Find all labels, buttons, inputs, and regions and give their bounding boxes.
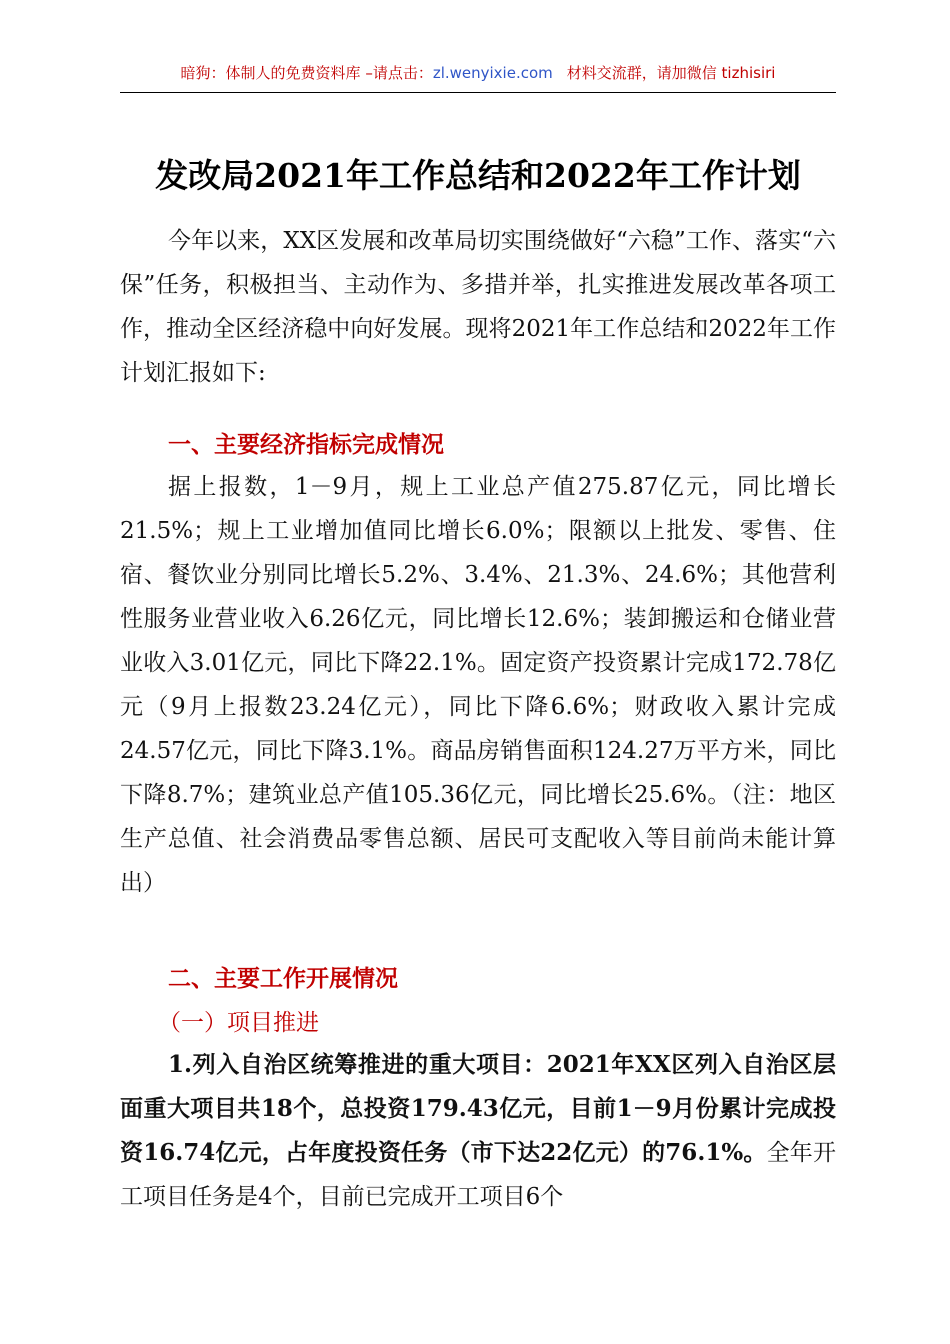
section2-heading: 二、主要工作开展情况 <box>168 966 398 992</box>
page-header <box>120 62 836 83</box>
section1-text: 据上报数，1－9月，规上工业总产值275.87亿元，同比增长21.5%；规上工业增加值同比增长6.0%；限额以上批发、零售、住宿、餐饮业分别同比增长5.2%、3.4%、21.3%、24.6%；其他营利性服务业营业收入6.26亿元，同比增长12.6%；装卸搬运和仓储业营业收入3.01亿元，同比下降22.1%。固定资产投资累计完成172.78亿元（9月上报数23.24亿元），同比下降6.6%；财政收入累计完成24.57亿元，同比下降3.1%。商品房销售面积124.27万平方米，同比下降8.7%；建筑业总产值105.36亿元，同比增长25.6%。（注：地区生产总值、社会消费品零售总额、居民可支配收入等目前尚未能计算出） <box>120 474 836 896</box>
header-click-hint: –请点击： <box>360 64 433 82</box>
item1-rest-text: 全年开工项目任务是4个，目前已完成开工项目6个 <box>120 1140 837 1210</box>
item1-bold-text: 1.列入自治区统筹推进的重大项目：2021年XX区列入自治区层面重大项目共18个，总投资179.43亿元，目前1－9月份累计完成投资16.74亿元，占年度投资任务（市下达22亿元）的76.1%。 <box>120 1051 836 1166</box>
intro-paragraph <box>120 219 836 395</box>
item1-text <box>120 1043 836 1219</box>
header-url-link[interactable]: zl.wenyixie.com <box>432 64 553 82</box>
subsection1-heading: （一）项目推进 <box>158 1010 319 1036</box>
item1-paragraph <box>120 1043 836 1219</box>
document-title: 发改局2021年工作总结和2022年工作计划 <box>155 156 801 195</box>
header-divider <box>120 92 836 93</box>
intro-text: 今年以来，XX区发展和改革局切实围绕做好“六稳”工作、落实“六保”任务，积极担当、主动作为、多措并举，扎实推进发展改革各项工作，推动全区经济稳中向好发展。现将2021年工作总结和2022年工作计划汇报如下: <box>120 228 836 386</box>
header-site-name: 暗狗：体制人的免费资料库 <box>180 64 361 82</box>
section1-paragraph <box>120 465 836 905</box>
section1-heading: 一、主要经济指标完成情况 <box>168 432 444 458</box>
header-wechat-note: 材料交流群，请加微信 tizhisiri <box>566 64 776 82</box>
